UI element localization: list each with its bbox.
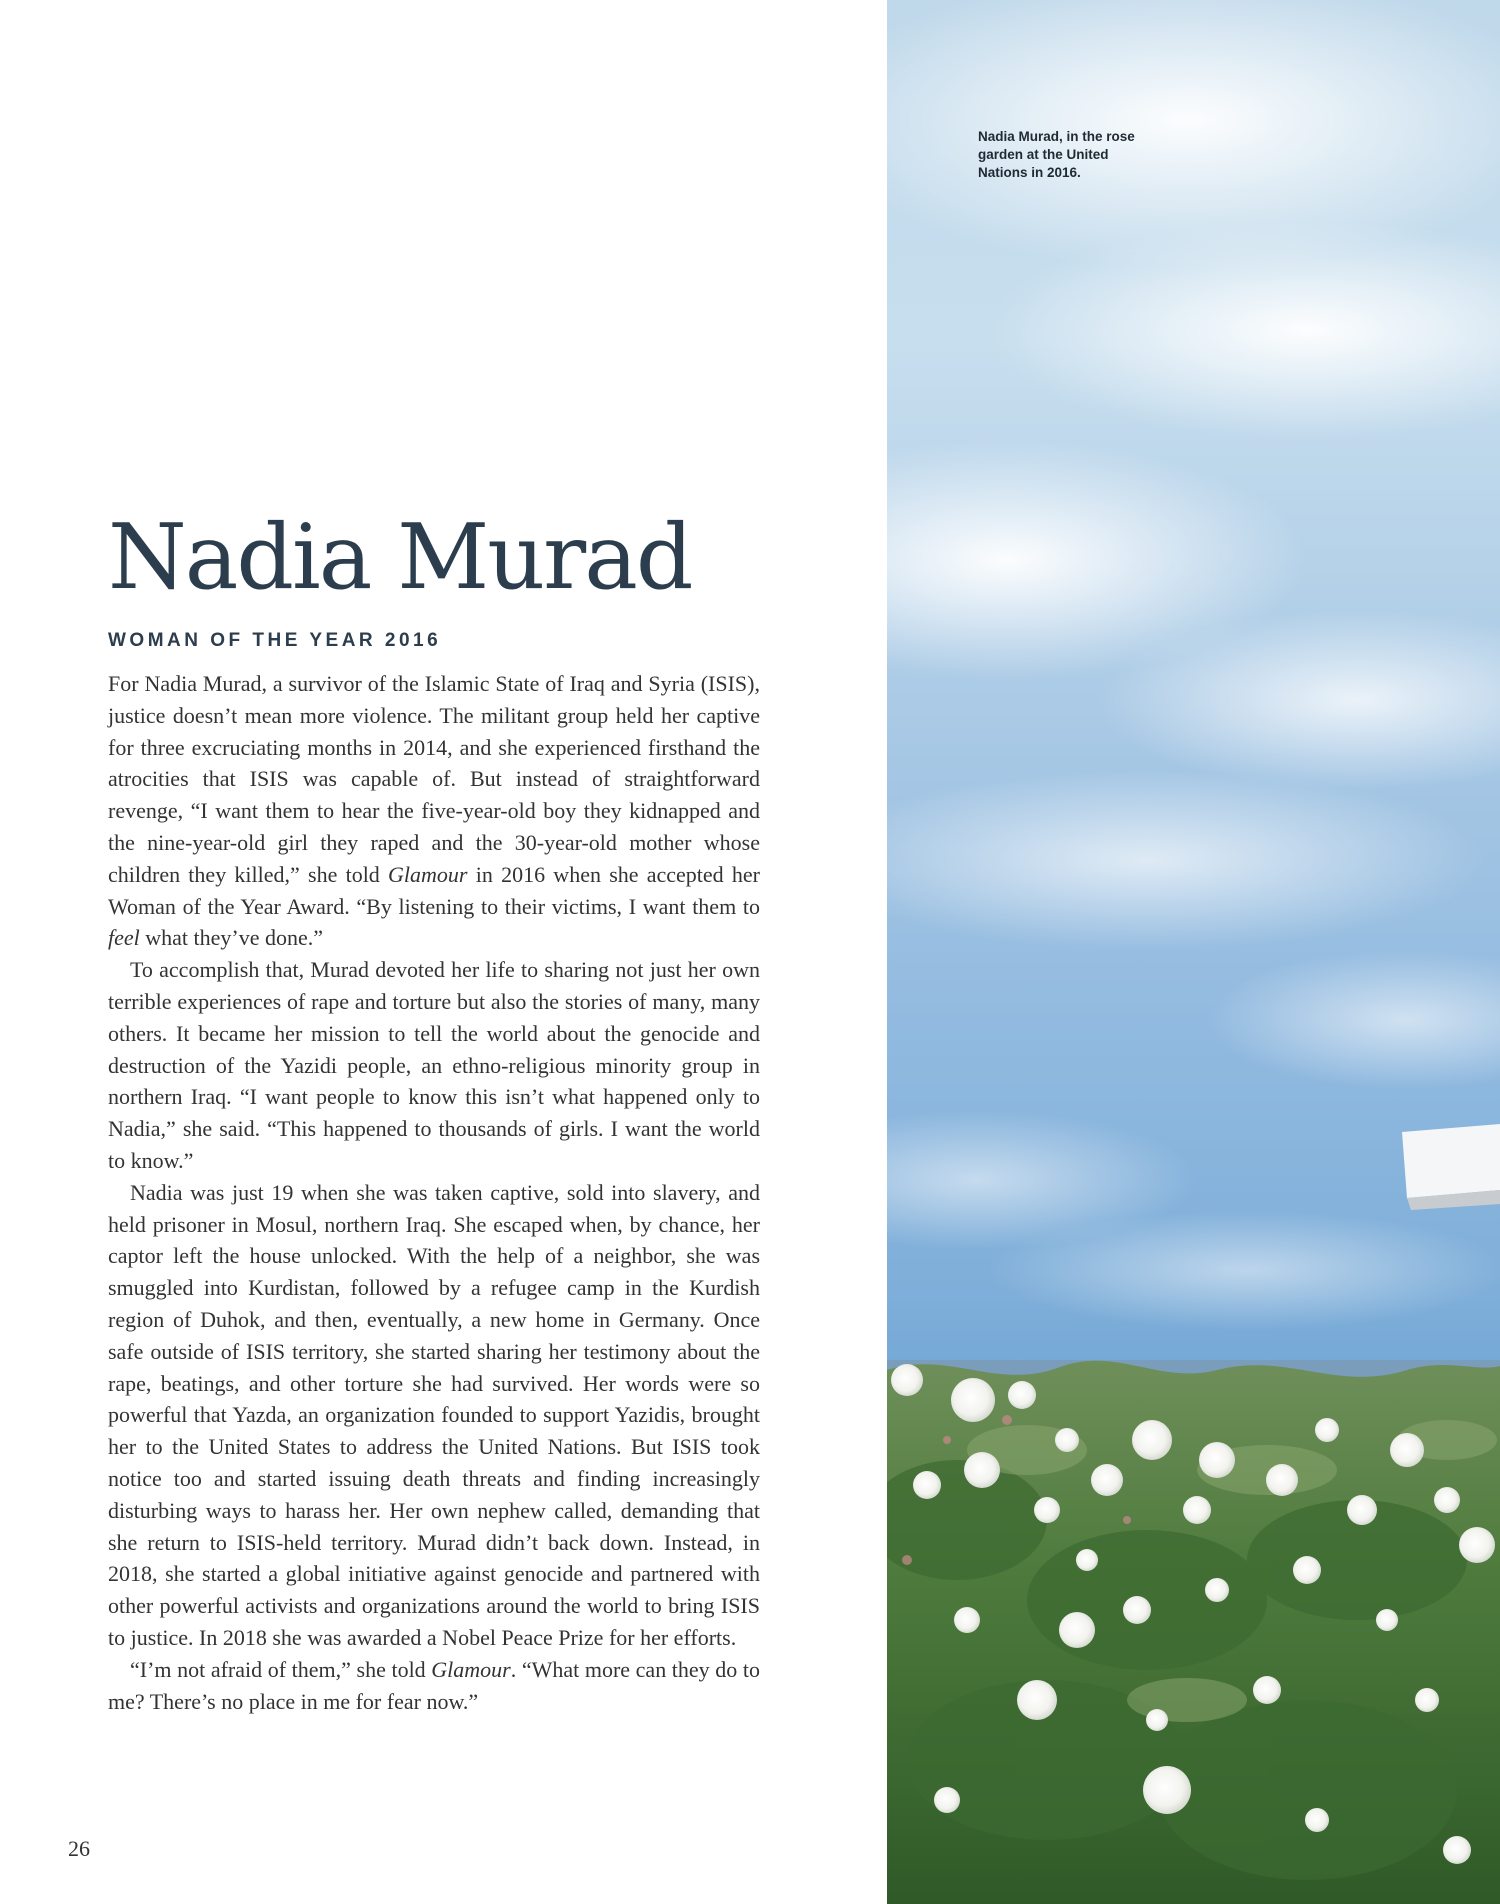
p4-magazine-name: Glamour bbox=[431, 1656, 511, 1682]
article-body bbox=[108, 668, 760, 1717]
p1-magazine-name: Glamour bbox=[388, 861, 468, 887]
paragraph-4 bbox=[108, 1654, 760, 1718]
building-edge bbox=[1402, 1124, 1500, 1210]
paragraph-1 bbox=[108, 668, 760, 954]
rose-garden-photo bbox=[887, 0, 1500, 1904]
article bbox=[108, 505, 761, 1717]
paragraph-2: To accomplish that, Murad devoted her life to sharing not just her own terrible experiences of rape and torture but also the stories of many, many others. It became her mission to tell the world about the genocide and destruction of the Yazidi people, an ethno-religious minority group in northern Iraq. “I want people to know this isn’t what happened only to Nadia,” she said. “This happened to thousands of girls. I want the world to know.” bbox=[108, 957, 760, 1173]
photo-illustration bbox=[887, 0, 1500, 1904]
p1-emphasis-feel: feel bbox=[108, 925, 140, 951]
clouds bbox=[887, 0, 1500, 1330]
p1-text-b: in 2016 when she accepted her Woman of the Year Award. “By listening to their victims, I want them to bbox=[108, 861, 761, 919]
page-number: 26 bbox=[68, 1836, 90, 1861]
p4-text-a: “I’m not afraid of them,” she told bbox=[130, 1656, 432, 1682]
p4-text-b: . “What more can they do to me? There’s no place in me for fear now.” bbox=[108, 1656, 760, 1714]
p1-text-a: For Nadia Murad, a survivor of the Islamic State of Iraq and Syria (ISIS), justice doesn’t mean more violence. The militant group held her captive for three excruciating months in 2014, and she experienced firsthand the atrocities that ISIS was capable of. But instead of straightforward revenge, “I want them to hear the five-year-old boy they kidnapped and the nine-year-old girl they raped and the 30-year-old mother whose children they killed,” she told bbox=[108, 671, 760, 887]
article-subtitle: WOMAN OF THE YEAR 2016 bbox=[108, 630, 442, 651]
paragraph-3: Nadia was just 19 when she was taken captive, sold into slavery, and held prisoner in Mosul, northern Iraq. She escaped when, by chance, her captor left the house unlocked. With the help of a neighbor, she was smuggled into Kurdistan, followed by a refugee camp in the Kurdish region of Duhok, and then, eventually, a new home in Germany. Once safe outside of ISIS territory, she started sharing her testimony about the rape, beatings, and other torture she had survived. Her words were so powerful that Yazda, an organization founded to support Yazidis, brought her to the United States to address the United Nations. But ISIS took notice too and started issuing death threats and finding increasingly disturbing ways to harass her. Her own nephew called, demanding that she return to ISIS-held territory. Murad didn’t back down. Instead, in 2018, she started a global initiative against genocide and partnered with other powerful activists and organizations around the world to bring ISIS to justice. In 2018 she was awarded a Nobel Peace Prize for her efforts. bbox=[108, 1179, 760, 1650]
p1-text-c: what they’ve done.” bbox=[139, 925, 324, 951]
page-title: Nadia Murad bbox=[108, 505, 692, 610]
photo-caption: Nadia Murad, in the rose garden at the United Nations in 2016. bbox=[978, 129, 1135, 180]
